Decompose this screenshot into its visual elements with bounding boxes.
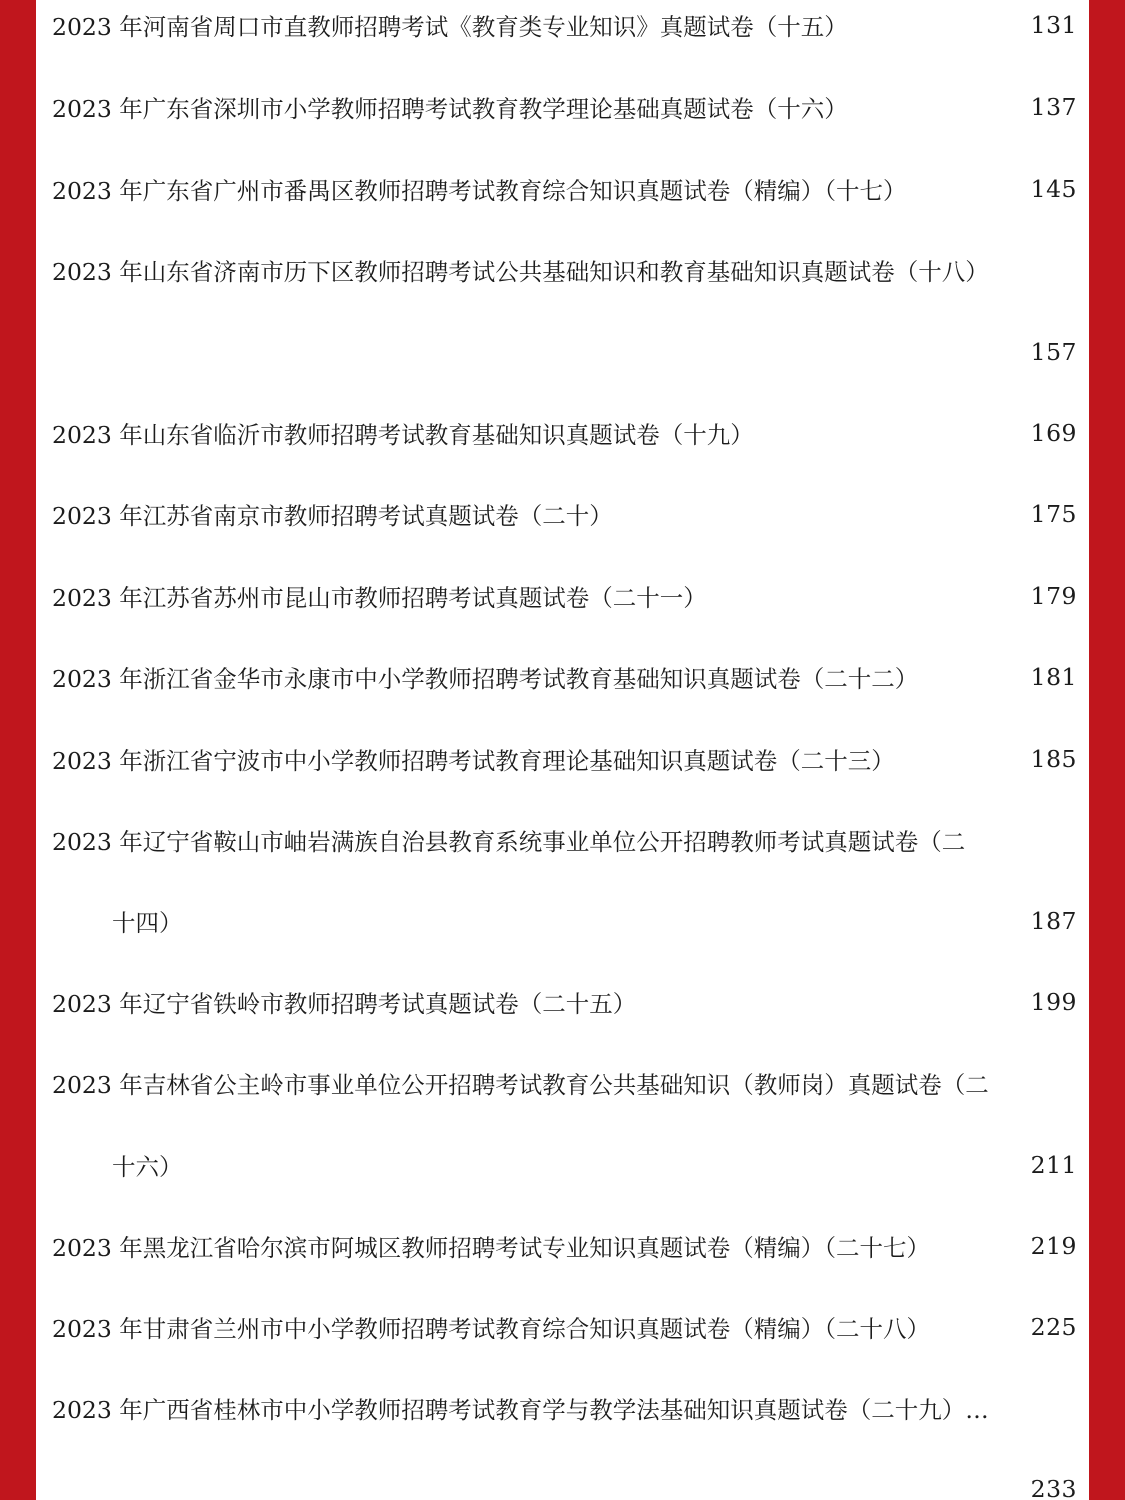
toc-entry-continuation[interactable] — [112, 897, 1077, 945]
toc-entry-title: 2023 年广东省广州市番禺区教师招聘考试教育综合知识真题试卷（精编）（十七） — [52, 177, 907, 205]
toc-entry-page: 233 — [1030, 1475, 1077, 1500]
toc-entry[interactable] — [52, 735, 1077, 783]
toc-entry-title: 2023 年江苏省苏州市昆山市教师招聘考试真题试卷（二十一） — [52, 584, 707, 612]
toc-entry-title: 2023 年黑龙江省哈尔滨市阿城区教师招聘考试专业知识真题试卷（精编）（二十七） — [52, 1234, 931, 1262]
toc-entry-title: 2023 年山东省临沂市教师招聘考试教育基础知识真题试卷（十九） — [52, 421, 754, 449]
toc-entry[interactable] — [52, 1222, 1077, 1270]
toc-entry-title: 2023 年辽宁省鞍山市岫岩满族自治县教育系统事业单位公开招聘教师考试真题试卷（二 — [52, 828, 966, 856]
leader-dots — [944, 1303, 1023, 1351]
toc-entry-title-cont: 十六） — [112, 1153, 183, 1181]
leader-dots — [197, 1141, 1023, 1189]
toc-entry-page: 225 — [1030, 1313, 1077, 1341]
toc-entry-page: 145 — [1030, 175, 1077, 203]
leader-dots — [909, 735, 1023, 783]
toc-entry-title: 2023 年山东省济南市历下区教师招聘考试公共基础知识和教育基础知识真题试卷（十八） — [52, 258, 989, 286]
leader-dots — [627, 490, 1023, 538]
leader-dots — [112, 1465, 1023, 1500]
toc-entry-page: 157 — [1030, 338, 1077, 366]
leader-dots — [721, 572, 1023, 620]
toc-entry-page: 137 — [1030, 93, 1077, 121]
toc-entry[interactable] — [52, 490, 1077, 538]
toc-entry[interactable] — [52, 409, 1077, 457]
toc-entry-title: 2023 年广东省深圳市小学教师招聘考试教育教学理论基础真题试卷（十六） — [52, 95, 848, 123]
toc-entry[interactable] — [52, 1384, 1077, 1432]
toc-entry-page: 175 — [1030, 500, 1077, 528]
leader-dots — [862, 1, 1023, 49]
toc-entry-continuation[interactable] — [112, 1465, 1077, 1500]
toc-entry[interactable] — [52, 653, 1077, 701]
toc-entry-title: 2023 年吉林省公主岭市事业单位公开招聘考试教育公共基础知识（教师岗）真题试卷（二 — [52, 1071, 989, 1099]
leader-dots — [112, 328, 1023, 376]
leader-dots — [944, 1222, 1023, 1270]
toc-entry[interactable] — [52, 572, 1077, 620]
toc-entry[interactable] — [52, 978, 1077, 1026]
leader-dots — [921, 165, 1023, 213]
toc-page — [36, 0, 1089, 1500]
toc-entry-title: 2023 年甘肃省兰州市中小学教师招聘考试教育综合知识真题试卷（精编）（二十八） — [52, 1315, 931, 1343]
toc-entry[interactable] — [52, 1303, 1077, 1351]
leader-dots — [768, 409, 1023, 457]
leader-dots — [932, 653, 1022, 701]
toc-entry[interactable] — [52, 246, 1077, 294]
toc-entry-title: 2023 年浙江省金华市永康市中小学教师招聘考试教育基础知识真题试卷（二十二） — [52, 665, 919, 693]
toc-entry[interactable] — [52, 1059, 1077, 1107]
leader-dots — [197, 897, 1023, 945]
toc-entry-page: 185 — [1030, 745, 1077, 773]
toc-entry-title: 2023 年广西省桂林市中小学教师招聘考试教育学与教学法基础知识真题试卷（二十九）… — [52, 1396, 989, 1424]
toc-entry-title: 2023 年辽宁省铁岭市教师招聘考试真题试卷（二十五） — [52, 990, 637, 1018]
toc-entry-page: 211 — [1030, 1151, 1077, 1179]
toc-entry-page: 187 — [1030, 907, 1077, 935]
toc-entry-page: 169 — [1030, 419, 1077, 447]
toc-entry-page: 131 — [1030, 11, 1077, 39]
toc-entry-page: 199 — [1030, 988, 1077, 1016]
toc-entry-title-cont: 十四） — [112, 909, 183, 937]
toc-entry-page: 181 — [1030, 663, 1077, 691]
leader-dots — [862, 83, 1023, 131]
toc-entry[interactable] — [52, 1, 1077, 49]
toc-entry-page: 179 — [1030, 582, 1077, 610]
toc-entry-title: 2023 年河南省周口市直教师招聘考试《教育类专业知识》真题试卷（十五） — [52, 13, 848, 41]
toc-entry-page: 219 — [1030, 1232, 1077, 1260]
toc-entry[interactable] — [52, 83, 1077, 131]
leader-dots — [650, 978, 1022, 1026]
toc-entry-title: 2023 年江苏省南京市教师招聘考试真题试卷（二十） — [52, 502, 613, 530]
toc-entry-continuation[interactable] — [112, 328, 1077, 376]
toc-entry-continuation[interactable] — [112, 1141, 1077, 1189]
toc-entry[interactable] — [52, 165, 1077, 213]
toc-entry[interactable] — [52, 816, 1077, 864]
toc-entry-title: 2023 年浙江省宁波市中小学教师招聘考试教育理论基础知识真题试卷（二十三） — [52, 747, 895, 775]
